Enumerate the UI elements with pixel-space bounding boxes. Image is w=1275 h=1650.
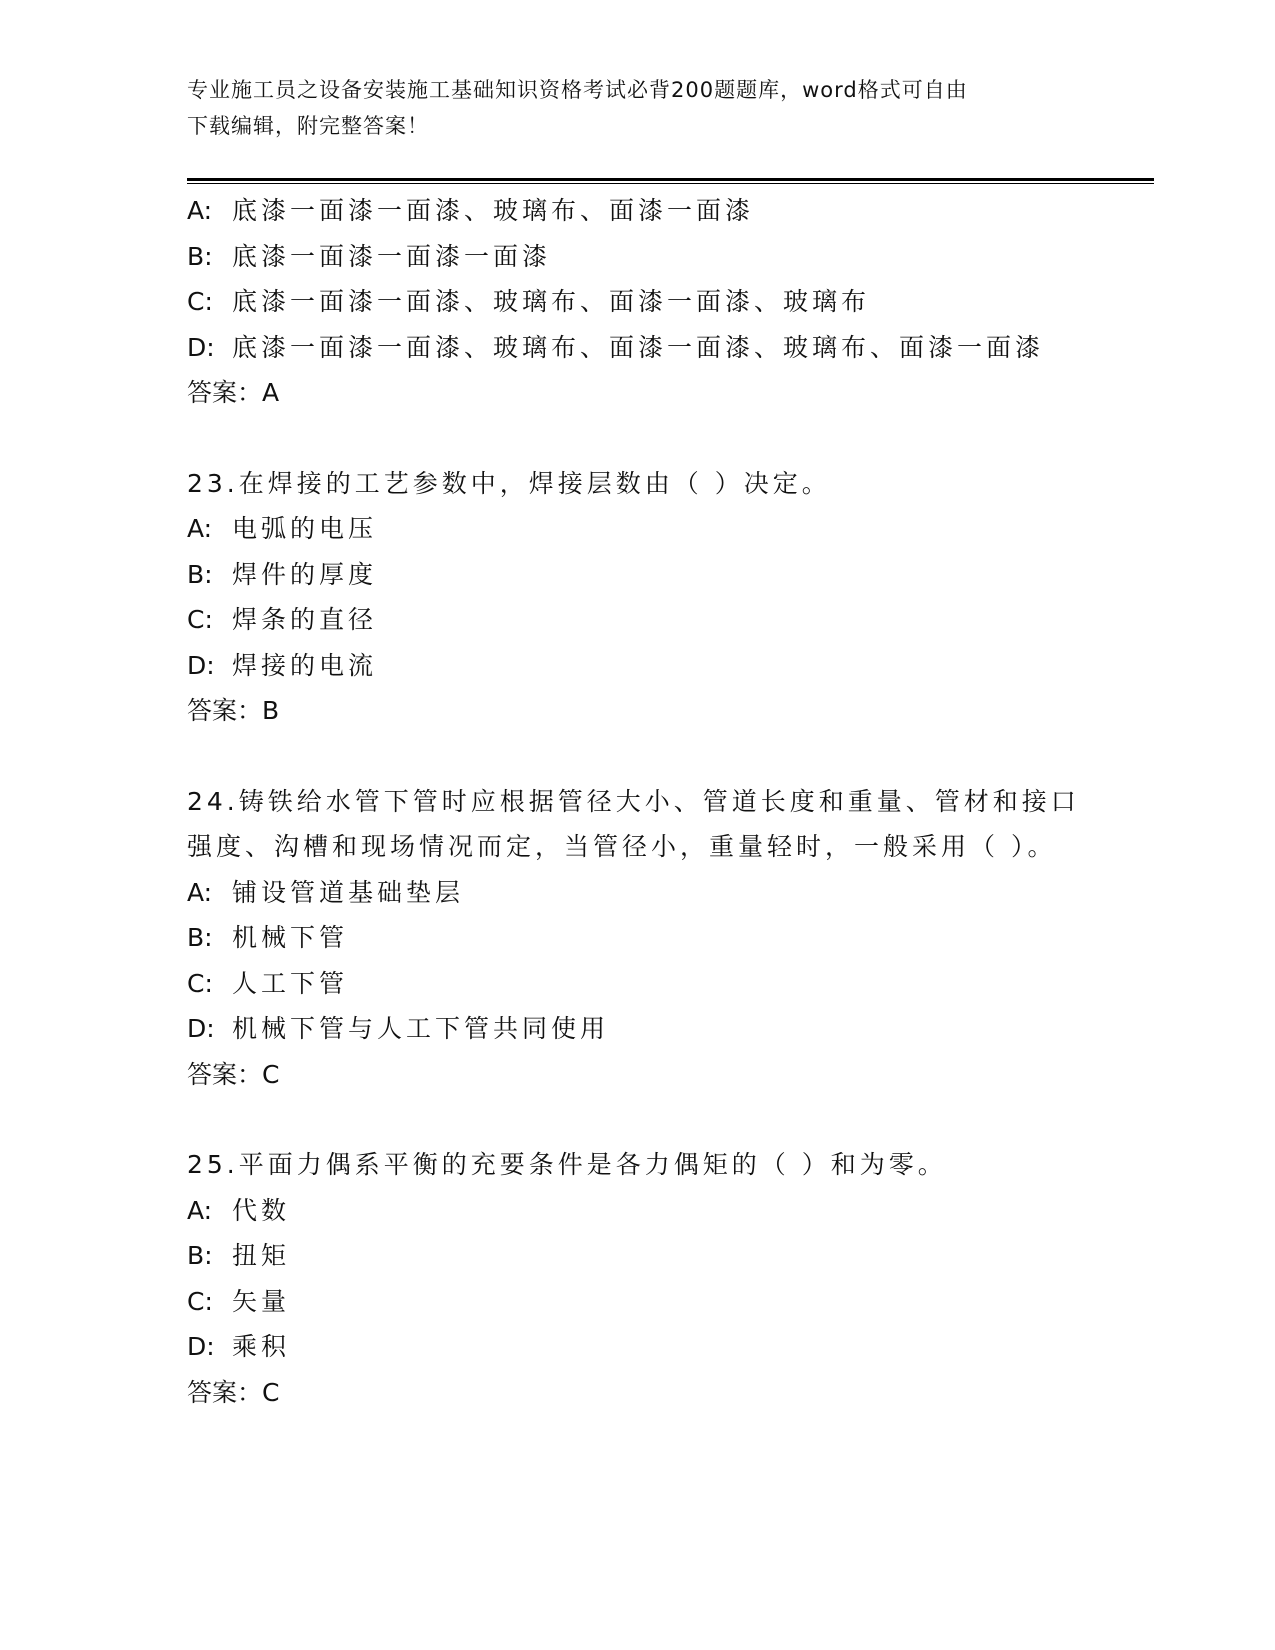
option-d bbox=[187, 1006, 1147, 1052]
option-label: D: bbox=[187, 650, 215, 680]
option-a bbox=[187, 188, 1147, 234]
answer-line: 答案：A bbox=[187, 378, 280, 407]
option-a bbox=[187, 1188, 1147, 1234]
option-label: A: bbox=[187, 1195, 213, 1225]
option-label: B: bbox=[187, 923, 213, 952]
header-divider-thick bbox=[187, 178, 1154, 181]
option-a bbox=[187, 870, 1147, 916]
question-23 bbox=[187, 461, 1147, 734]
option-a bbox=[187, 506, 1147, 552]
option-text: 人工下管 bbox=[232, 968, 349, 998]
question-25 bbox=[187, 1142, 1147, 1415]
option-text: 焊条的直径 bbox=[232, 605, 378, 634]
option-label: B: bbox=[187, 559, 213, 589]
answer-line: 答案：C bbox=[187, 1059, 280, 1089]
option-text: 机械下管 bbox=[232, 923, 349, 952]
option-label: A: bbox=[187, 196, 213, 225]
question-22 bbox=[187, 188, 1147, 416]
question-stem-line-1: 24.铸铁给水管下管时应根据管径大小、管道长度和重量、管材和接口 bbox=[187, 786, 1080, 816]
option-c bbox=[187, 1279, 1147, 1325]
option-label: A: bbox=[187, 877, 213, 907]
option-text: 机械下管与人工下管共同使用 bbox=[232, 1014, 610, 1043]
option-label: C: bbox=[187, 287, 213, 316]
option-text: 乘积 bbox=[232, 1332, 291, 1361]
option-label: B: bbox=[187, 241, 213, 271]
option-text: 底漆一面漆一面漆、玻璃布、面漆一面漆、玻璃布 bbox=[232, 287, 871, 316]
option-label: D: bbox=[187, 1332, 215, 1361]
option-text: 底漆一面漆一面漆、玻璃布、面漆一面漆、玻璃布、面漆一面漆 bbox=[232, 332, 1045, 362]
option-text: 电弧的电压 bbox=[232, 514, 378, 543]
option-b bbox=[187, 915, 1147, 961]
question-stem: 23.在焊接的工艺参数中，焊接层数由（ ）决定。 bbox=[187, 468, 831, 498]
option-b bbox=[187, 234, 1147, 280]
option-c bbox=[187, 279, 1147, 325]
option-c bbox=[187, 961, 1147, 1007]
option-b bbox=[187, 1233, 1147, 1279]
option-label: A: bbox=[187, 514, 213, 543]
option-d bbox=[187, 643, 1147, 689]
answer-line: 答案：C bbox=[187, 1377, 280, 1407]
option-text: 矢量 bbox=[232, 1286, 291, 1316]
answer-line: 答案：B bbox=[187, 696, 280, 725]
option-c bbox=[187, 597, 1147, 643]
option-text: 扭矩 bbox=[232, 1241, 291, 1270]
question-24 bbox=[187, 779, 1147, 1098]
header-divider-thin bbox=[187, 183, 1154, 184]
option-label: C: bbox=[187, 605, 213, 634]
option-text: 铺设管道基础垫层 bbox=[232, 877, 465, 907]
option-text: 焊件的厚度 bbox=[232, 559, 378, 589]
option-d bbox=[187, 1324, 1147, 1370]
option-d bbox=[187, 325, 1147, 371]
document-header bbox=[187, 72, 1067, 144]
option-text: 焊接的电流 bbox=[232, 650, 378, 680]
option-text: 代数 bbox=[232, 1195, 291, 1225]
document-body bbox=[187, 188, 1147, 1415]
header-line-1: 专业施工员之设备安装施工基础知识资格考试必背200题题库，word格式可自由 bbox=[187, 78, 968, 102]
option-b bbox=[187, 552, 1147, 598]
option-text: 底漆一面漆一面漆一面漆 bbox=[232, 241, 552, 271]
option-label: D: bbox=[187, 332, 215, 362]
option-label: B: bbox=[187, 1241, 213, 1270]
header-line-2: 下载编辑，附完整答案！ bbox=[187, 114, 429, 138]
option-label: C: bbox=[187, 968, 213, 998]
question-stem-line-2: 强度、沟槽和现场情况而定，当管径小，重量轻时，一般采用（ ）。 bbox=[187, 832, 1057, 861]
option-label: D: bbox=[187, 1014, 215, 1043]
option-text: 底漆一面漆一面漆、玻璃布、面漆一面漆 bbox=[232, 196, 755, 225]
option-label: C: bbox=[187, 1286, 213, 1316]
question-stem: 25.平面力偶系平衡的充要条件是各力偶矩的（ ）和为零。 bbox=[187, 1150, 947, 1179]
